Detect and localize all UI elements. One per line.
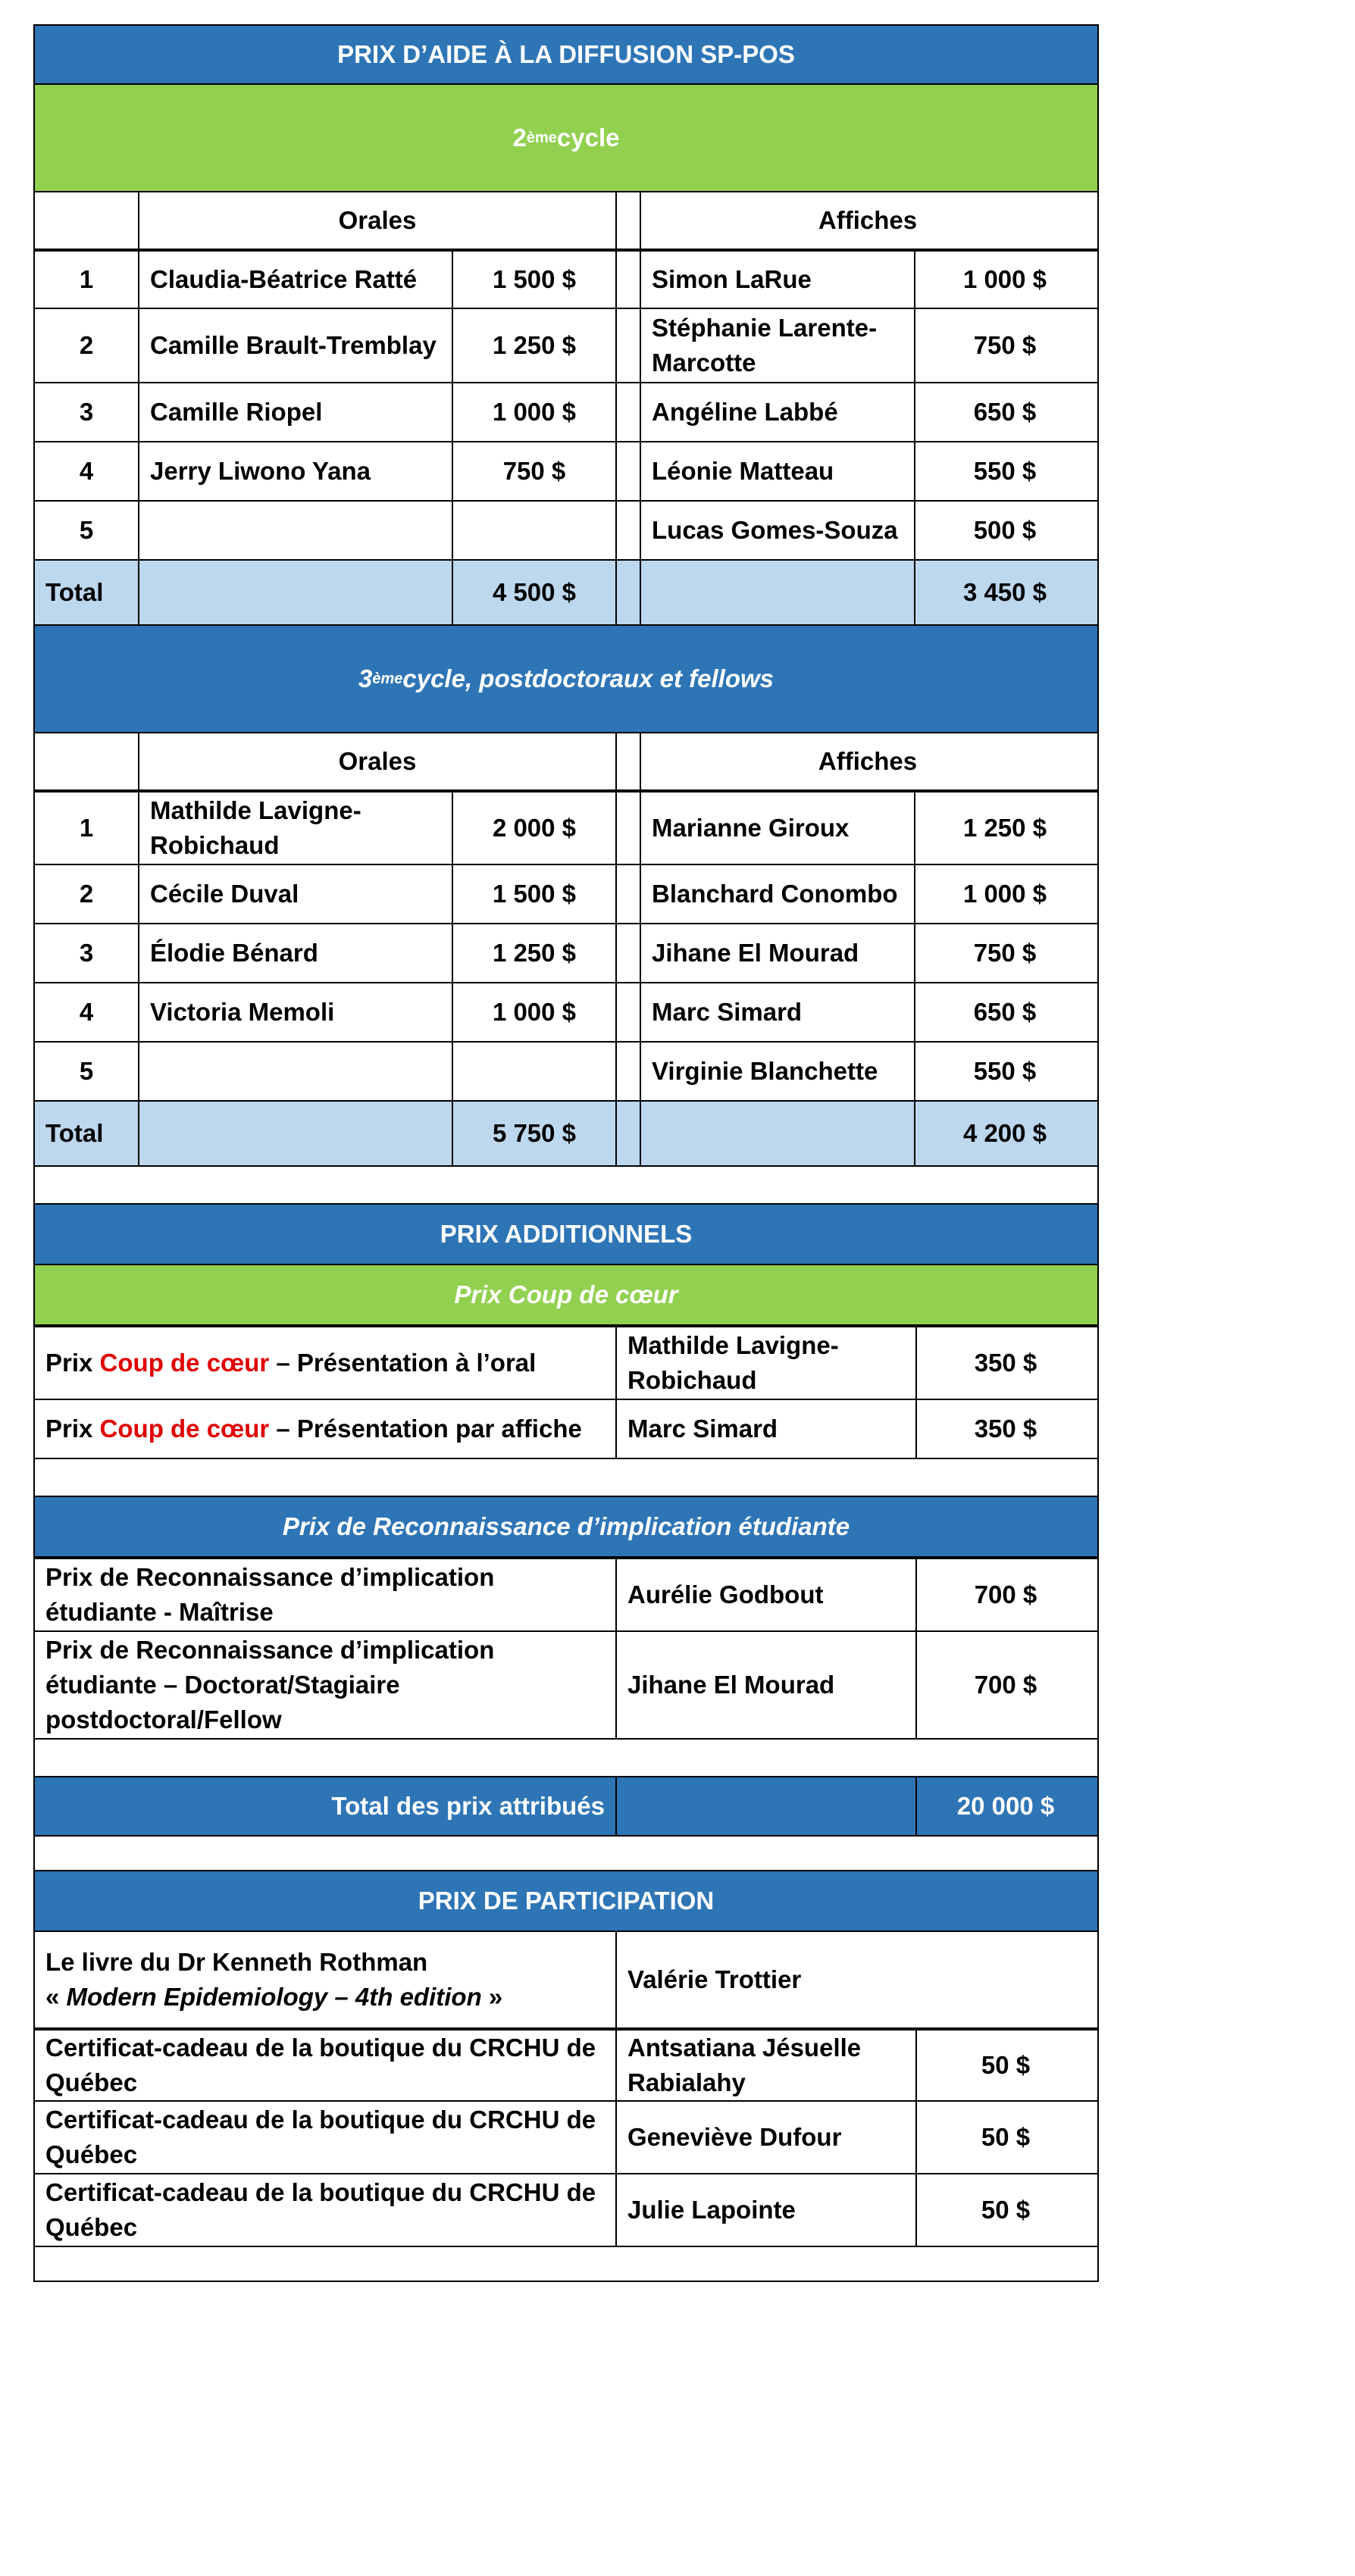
- oral-amount-cell: 1 250 $: [453, 309, 617, 382]
- rank-header: [35, 733, 139, 789]
- cycle3-rows: [35, 791, 1097, 1102]
- total-empty: [641, 561, 915, 624]
- poster-amount-cell: 1 000 $: [962, 264, 1047, 293]
- prize-amount-cell: 700 $: [974, 1670, 1037, 1699]
- oral-amount-cell: 1 000 $: [453, 983, 617, 1041]
- oral-amount-cell: 1 500 $: [453, 252, 617, 308]
- column-gap: [617, 733, 641, 789]
- book-prize-label: [35, 1932, 617, 2027]
- cycle2-heading-number: 2: [512, 123, 527, 152]
- table-row: [35, 250, 1097, 309]
- poster-amount-cell: 750 $: [973, 938, 1037, 967]
- cycle3-heading-text: cycle, postdoctoraux et fellows: [402, 664, 775, 692]
- grand-total-amount: 20 000 $: [956, 1791, 1055, 1820]
- prefix-text: Prix: [45, 1414, 100, 1443]
- rank-cell: 3: [35, 924, 139, 982]
- rank-cell: 2: [35, 865, 139, 923]
- column-gap: [617, 792, 641, 864]
- rank-header: [35, 192, 139, 249]
- poster-amount-cell: 550 $: [973, 456, 1037, 485]
- spacer-row: [35, 2247, 1097, 2282]
- column-gap: [617, 983, 641, 1041]
- participation-prize-label: Certificat-cadeau de la boutique du CRCHU de Québec: [35, 2030, 617, 2100]
- book-title: Modern Epidemiology – 4th edition: [66, 1983, 482, 2011]
- coup-heading: Prix Coup de cœur: [35, 1265, 1097, 1324]
- total-empty: [139, 561, 453, 624]
- winner-name-cell: Julie Lapointe: [617, 2174, 917, 2246]
- coup-highlight-text: Coup de cœur: [99, 1414, 270, 1443]
- rank-cell: 3: [35, 383, 139, 441]
- spacer-row: [35, 1459, 1097, 1497]
- awards-table: [33, 24, 1099, 2282]
- open-quote: «: [45, 1983, 67, 2011]
- coup-prize-label-text: [45, 1346, 536, 1380]
- rank-cell: 4: [35, 983, 139, 1041]
- participation-prize-label: Certificat-cadeau de la boutique du CRCHU de Québec: [35, 2174, 617, 2246]
- winner-name-cell: Mathilde Lavigne-Robichaud: [617, 1327, 917, 1399]
- prize-amount-cell: 700 $: [974, 1580, 1037, 1608]
- poster-amount-cell: 1 000 $: [962, 879, 1047, 908]
- poster-name-cell: Virginie Blanchette: [641, 1043, 915, 1100]
- column-gap: [617, 309, 641, 382]
- participation-prize-label: Certificat-cadeau de la boutique du CRCHU de Québec: [35, 2102, 617, 2173]
- additional-heading-row: [35, 1205, 1097, 1265]
- total-empty: [139, 1102, 453, 1165]
- table-row: [35, 309, 1097, 383]
- column-gap: [617, 442, 641, 500]
- grand-total-empty: [617, 1777, 917, 1835]
- spacer-row: [35, 1837, 1097, 1871]
- total-label: Total: [35, 561, 139, 624]
- recognition-prize-label: Prix de Reconnaissance d’implication étudiante - Maîtrise: [35, 1559, 617, 1630]
- spacer-row: [35, 1740, 1097, 1777]
- cycle2-heading-text: cycle: [556, 123, 620, 152]
- cycle3-heading-number: 3: [358, 664, 373, 692]
- page-title: PRIX D’AIDE À LA DIFFUSION SP-POS: [35, 26, 1097, 83]
- poster-amount-cell: 500 $: [973, 515, 1037, 544]
- cycle2-rows: [35, 250, 1097, 561]
- cycle2-heading-row: [35, 85, 1097, 192]
- oral-amount-cell: 1 000 $: [453, 383, 617, 441]
- poster-amount-cell: 650 $: [973, 397, 1037, 426]
- cycle2-column-header-row: [35, 192, 1097, 250]
- coup-prize-label-text: [45, 1411, 582, 1446]
- orales-header: Orales: [139, 733, 617, 789]
- oral-name-cell: Mathilde Lavigne-Robichaud: [139, 792, 453, 864]
- poster-name-cell: Blanchard Conombo: [641, 865, 915, 923]
- oral-amount-cell: 2 000 $: [453, 792, 617, 864]
- prize-amount-cell: 350 $: [974, 1414, 1037, 1443]
- oral-name-cell: Camille Riopel: [139, 383, 453, 441]
- poster-amount-cell: 650 $: [973, 997, 1037, 1026]
- oral-name-cell: Élodie Bénard: [139, 924, 453, 982]
- additional-heading: PRIX ADDITIONNELS: [35, 1205, 1097, 1264]
- cycle3-heading-row: [35, 626, 1097, 733]
- column-gap: [617, 383, 641, 441]
- recognition-heading: Prix de Reconnaissance d’implication étudiante: [35, 1497, 1097, 1556]
- rank-cell: 2: [35, 309, 139, 382]
- prize-amount-cell: 50 $: [981, 2195, 1031, 2224]
- oral-name-cell: Camille Brault-Tremblay: [139, 309, 453, 382]
- coup-prize-label: [35, 1400, 617, 1458]
- oral-name-cell: Jerry Liwono Yana: [139, 442, 453, 500]
- title-row: [35, 24, 1097, 85]
- column-gap: [617, 865, 641, 923]
- column-gap: [617, 561, 641, 624]
- poster-name-cell: Stéphanie Larente-Marcotte: [641, 309, 915, 382]
- prize-amount-cell: 350 $: [974, 1348, 1037, 1377]
- prize-amount-cell: 50 $: [981, 2122, 1031, 2151]
- poster-amount-cell: 550 $: [973, 1056, 1037, 1085]
- coup-prize-label: [35, 1327, 617, 1399]
- column-gap: [617, 1102, 641, 1165]
- book-prize-winner: Valérie Trottier: [627, 1965, 802, 1993]
- book-line1: Le livre du Dr Kenneth Rothman: [45, 1947, 428, 1976]
- recognition-prize-label: Prix de Reconnaissance d’implication étudiante – Doctorat/Stagiaire postdoctoral/Fellow: [35, 1632, 617, 1738]
- cycle3-column-header-row: [35, 733, 1097, 791]
- grand-total-row: [35, 1777, 1097, 1837]
- column-gap: [617, 1043, 641, 1100]
- prefix-text: Prix: [45, 1348, 100, 1377]
- rank-cell: 5: [35, 502, 139, 559]
- table-row: [35, 383, 1097, 442]
- close-quote: »: [481, 1983, 503, 2011]
- table-row: [35, 791, 1097, 865]
- total-poster-amount: 4 200 $: [962, 1118, 1047, 1147]
- column-gap: [617, 924, 641, 982]
- oral-amount-cell: [453, 1043, 617, 1100]
- oral-name-cell: Cécile Duval: [139, 865, 453, 923]
- table-row: [35, 983, 1097, 1043]
- cycle2-total-row: [35, 561, 1097, 626]
- cycle2-heading: 2 ème cycle: [35, 85, 1097, 191]
- spacer-row: [35, 1167, 1097, 1205]
- total-oral-amount: 5 750 $: [453, 1102, 617, 1165]
- rank-cell: 1: [35, 792, 139, 864]
- suffix-text: – Présentation à l’oral: [269, 1348, 537, 1377]
- oral-amount-cell: [453, 502, 617, 559]
- winner-name-cell: Aurélie Godbout: [617, 1559, 917, 1630]
- oral-name-cell: Claudia-Béatrice Ratté: [139, 252, 453, 308]
- participation-heading-row: [35, 1871, 1097, 1932]
- poster-name-cell: Simon LaRue: [641, 252, 915, 308]
- cycle3-heading: 3 ème cycle, postdoctoraux et fellows: [35, 626, 1097, 732]
- oral-name-cell: Victoria Memoli: [139, 983, 453, 1041]
- oral-amount-cell: 1 500 $: [453, 865, 617, 923]
- coup-rows: [35, 1326, 1097, 1459]
- participation-prize-row: [35, 2029, 1097, 2102]
- grand-total-label: Total des prix attribués: [35, 1777, 617, 1835]
- poster-amount-cell: 1 250 $: [962, 813, 1047, 842]
- column-gap: [617, 252, 641, 308]
- coup-prize-row: [35, 1326, 1097, 1400]
- recognition-heading-row: [35, 1497, 1097, 1558]
- prize-amount-cell: 50 $: [981, 2050, 1031, 2079]
- participation-prize-row: [35, 2174, 1097, 2247]
- poster-name-cell: Léonie Matteau: [641, 442, 915, 500]
- column-gap: [617, 502, 641, 559]
- coup-highlight-text: Coup de cœur: [99, 1348, 270, 1377]
- oral-amount-cell: 750 $: [453, 442, 617, 500]
- table-row: [35, 1043, 1097, 1102]
- table-row: [35, 502, 1097, 561]
- book-line2: [45, 1980, 502, 2015]
- rank-cell: 1: [35, 252, 139, 308]
- coup-prize-row: [35, 1400, 1097, 1459]
- rank-cell: 5: [35, 1043, 139, 1100]
- participation-heading: PRIX DE PARTICIPATION: [35, 1871, 1097, 1930]
- winner-name-cell: Antsatiana Jésuelle Rabialahy: [617, 2030, 917, 2100]
- poster-name-cell: Marc Simard: [641, 983, 915, 1041]
- affiches-header: Affiches: [818, 746, 918, 775]
- orales-header: Orales: [139, 192, 617, 249]
- poster-amount-cell: 750 $: [973, 330, 1037, 359]
- cycle3-total-row: [35, 1102, 1097, 1167]
- recognition-prize-row: [35, 1632, 1097, 1740]
- winner-name-cell: Jihane El Mourad: [617, 1632, 917, 1738]
- poster-name-cell: Lucas Gomes-Souza: [641, 502, 915, 559]
- oral-name-cell: [139, 1043, 453, 1100]
- table-row: [35, 442, 1097, 502]
- table-row: [35, 924, 1097, 983]
- oral-name-cell: [139, 502, 453, 559]
- total-empty: [641, 1102, 915, 1165]
- table-row: [35, 865, 1097, 924]
- total-oral-amount: 4 500 $: [453, 561, 617, 624]
- column-gap: [617, 192, 641, 249]
- total-label: Total: [35, 1102, 139, 1165]
- oral-amount-cell: 1 250 $: [453, 924, 617, 982]
- rank-cell: 4: [35, 442, 139, 500]
- poster-name-cell: Jihane El Mourad: [641, 924, 915, 982]
- suffix-text: – Présentation par affiche: [269, 1414, 582, 1443]
- participation-rows: [35, 2029, 1097, 2247]
- poster-name-cell: Angéline Labbé: [641, 383, 915, 441]
- winner-name-cell: Marc Simard: [617, 1400, 917, 1458]
- coup-heading-row: [35, 1265, 1097, 1326]
- recognition-rows: [35, 1558, 1097, 1740]
- total-poster-amount: 3 450 $: [962, 577, 1047, 606]
- recognition-prize-row: [35, 1558, 1097, 1632]
- poster-name-cell: Marianne Giroux: [641, 792, 915, 864]
- participation-prize-row: [35, 2102, 1097, 2174]
- affiches-header: Affiches: [818, 205, 918, 234]
- book-prize-row: [35, 1932, 1097, 2029]
- winner-name-cell: Geneviève Dufour: [617, 2102, 917, 2173]
